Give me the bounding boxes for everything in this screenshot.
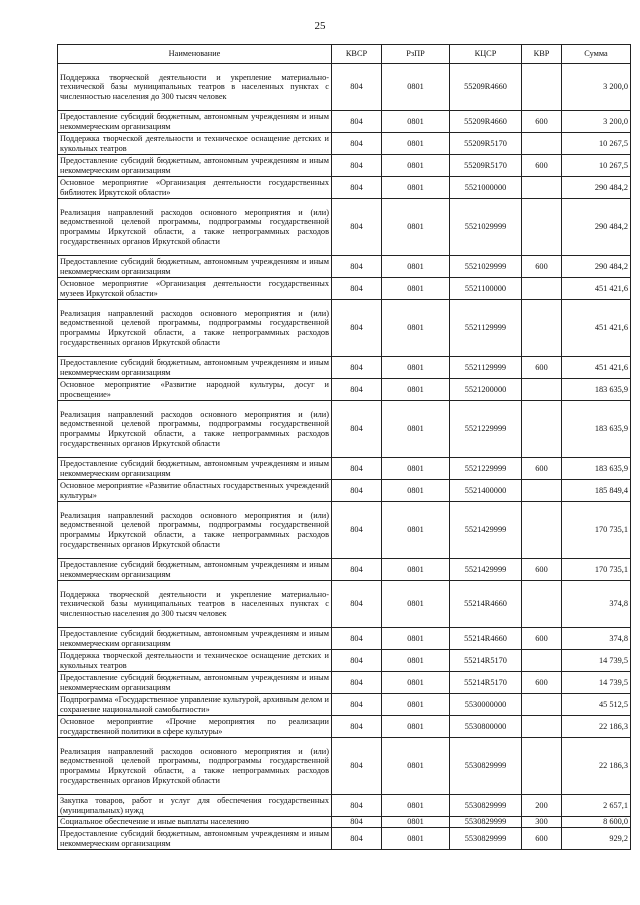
- cell-kvr: 300: [522, 817, 562, 828]
- cell-kcsr: 5530829999: [450, 828, 522, 850]
- cell-kvsr: 804: [332, 300, 382, 357]
- cell-kvr: 600: [522, 357, 562, 379]
- cell-sum: 2 657,1: [562, 795, 631, 817]
- table-row: [58, 828, 631, 850]
- cell-rzpr: 0801: [382, 64, 450, 111]
- cell-kvr: [522, 199, 562, 256]
- cell-sum: 45 512,5: [562, 694, 631, 716]
- cell-name: Закупка товаров, работ и услуг для обеспечения государственных (муниципальных) нужд: [58, 795, 332, 817]
- cell-name: Реализация направлений расходов основного мероприятия и (или) ведомственной целевой программы, подпрограммы государственной программы Иркутской области, а также непрограммных расходов государственных органов Иркутской области: [58, 738, 332, 795]
- cell-rzpr: 0801: [382, 828, 450, 850]
- cell-kvsr: 804: [332, 480, 382, 502]
- table-row: [58, 111, 631, 133]
- table-header-row: [58, 45, 631, 64]
- cell-kcsr: 5521200000: [450, 379, 522, 401]
- cell-kvr: 600: [522, 256, 562, 278]
- cell-name: Подпрограмма «Государственное управление культурой, архивным делом и сохранение национальной самобытности»: [58, 694, 332, 716]
- cell-kvr: 200: [522, 795, 562, 817]
- table-row: [58, 199, 631, 256]
- cell-kvr: [522, 278, 562, 300]
- cell-kvr: 600: [522, 155, 562, 177]
- cell-kvsr: 804: [332, 155, 382, 177]
- cell-sum: 170 735,1: [562, 559, 631, 581]
- header-kvr: КВР: [522, 45, 562, 64]
- cell-kvr: [522, 300, 562, 357]
- cell-rzpr: 0801: [382, 628, 450, 650]
- cell-name: Основное мероприятие «Прочие мероприятия по реализации государственной политики в сфере культуры»: [58, 716, 332, 738]
- cell-kvr: 600: [522, 628, 562, 650]
- cell-kcsr: 5521129999: [450, 300, 522, 357]
- cell-rzpr: 0801: [382, 502, 450, 559]
- header-name: Наименование: [58, 45, 332, 64]
- cell-rzpr: 0801: [382, 716, 450, 738]
- cell-kvr: [522, 650, 562, 672]
- table-row: [58, 401, 631, 458]
- cell-sum: 14 739,5: [562, 650, 631, 672]
- cell-sum: 183 635,9: [562, 458, 631, 480]
- cell-kcsr: 5521429999: [450, 559, 522, 581]
- cell-kvr: 600: [522, 828, 562, 850]
- header-kcsr: КЦСР: [450, 45, 522, 64]
- cell-name: Предоставление субсидий бюджетным, автономным учреждениям и иным некоммерческим организациям: [58, 458, 332, 480]
- cell-rzpr: 0801: [382, 278, 450, 300]
- cell-rzpr: 0801: [382, 694, 450, 716]
- table-row: [58, 300, 631, 357]
- cell-kvr: [522, 480, 562, 502]
- cell-kvsr: 804: [332, 817, 382, 828]
- table-row: [58, 458, 631, 480]
- cell-kcsr: 5530800000: [450, 716, 522, 738]
- cell-sum: 290 484,2: [562, 177, 631, 199]
- cell-rzpr: 0801: [382, 155, 450, 177]
- cell-kvsr: 804: [332, 401, 382, 458]
- cell-sum: 22 186,3: [562, 716, 631, 738]
- cell-kvsr: 804: [332, 738, 382, 795]
- cell-kvr: 600: [522, 458, 562, 480]
- cell-rzpr: 0801: [382, 357, 450, 379]
- table-row: [58, 502, 631, 559]
- cell-name: Предоставление субсидий бюджетным, автономным учреждениям и иным некоммерческим организациям: [58, 559, 332, 581]
- cell-name: Основное мероприятие «Развитие народной культуры, досуг и просвещение»: [58, 379, 332, 401]
- cell-kvsr: 804: [332, 458, 382, 480]
- table-row: [58, 559, 631, 581]
- cell-rzpr: 0801: [382, 795, 450, 817]
- budget-table: [57, 44, 631, 850]
- table-row: [58, 177, 631, 199]
- cell-kvsr: 804: [332, 256, 382, 278]
- cell-kvr: 600: [522, 559, 562, 581]
- cell-kcsr: 55209R4660: [450, 64, 522, 111]
- table-body: [58, 64, 631, 850]
- cell-name: Основное мероприятие «Организация деятельности государственных библиотек Иркутской области»: [58, 177, 332, 199]
- cell-name: Социальное обеспечение и иные выплаты населению: [58, 817, 332, 828]
- cell-name: Предоставление субсидий бюджетным, автономным учреждениям и иным некоммерческим организациям: [58, 357, 332, 379]
- cell-sum: 290 484,2: [562, 199, 631, 256]
- cell-rzpr: 0801: [382, 672, 450, 694]
- cell-sum: 183 635,9: [562, 379, 631, 401]
- cell-name: Реализация направлений расходов основного мероприятия и (или) ведомственной целевой программы, подпрограммы государственной программы Иркутской области, а также непрограммных расходов государственных органов Иркутской области: [58, 502, 332, 559]
- header-kvsr: КВСР: [332, 45, 382, 64]
- cell-kvsr: 804: [332, 177, 382, 199]
- table-row: [58, 795, 631, 817]
- cell-kvsr: 804: [332, 64, 382, 111]
- cell-kvsr: 804: [332, 672, 382, 694]
- cell-kvsr: 804: [332, 111, 382, 133]
- cell-rzpr: 0801: [382, 650, 450, 672]
- cell-kvsr: 804: [332, 199, 382, 256]
- cell-kcsr: 55214R5170: [450, 672, 522, 694]
- cell-kvr: [522, 581, 562, 628]
- cell-sum: 170 735,1: [562, 502, 631, 559]
- table-row: [58, 817, 631, 828]
- cell-kcsr: 55209R4660: [450, 111, 522, 133]
- cell-kvsr: 804: [332, 828, 382, 850]
- cell-name: Предоставление субсидий бюджетным, автономным учреждениям и иным некоммерческим организациям: [58, 155, 332, 177]
- table-row: [58, 357, 631, 379]
- cell-kcsr: 55209R5170: [450, 155, 522, 177]
- cell-kcsr: 5530829999: [450, 795, 522, 817]
- table-row: [58, 379, 631, 401]
- cell-kcsr: 5521100000: [450, 278, 522, 300]
- cell-kvr: [522, 716, 562, 738]
- cell-sum: 10 267,5: [562, 155, 631, 177]
- cell-rzpr: 0801: [382, 111, 450, 133]
- cell-kcsr: 5521229999: [450, 458, 522, 480]
- cell-rzpr: 0801: [382, 199, 450, 256]
- cell-rzpr: 0801: [382, 401, 450, 458]
- cell-name: Реализация направлений расходов основного мероприятия и (или) ведомственной целевой программы, подпрограммы государственной программы Иркутской области, а также непрограммных расходов государственных органов Иркутской области: [58, 401, 332, 458]
- cell-sum: 3 200,0: [562, 111, 631, 133]
- cell-kcsr: 5521029999: [450, 256, 522, 278]
- cell-rzpr: 0801: [382, 379, 450, 401]
- cell-name: Реализация направлений расходов основного мероприятия и (или) ведомственной целевой программы, подпрограммы государственной программы Иркутской области, а также непрограммных расходов государственных органов Иркутской области: [58, 199, 332, 256]
- cell-kcsr: 55214R5170: [450, 650, 522, 672]
- cell-rzpr: 0801: [382, 581, 450, 628]
- table-row: [58, 64, 631, 111]
- table-row: [58, 628, 631, 650]
- table-row: [58, 694, 631, 716]
- cell-kvr: [522, 177, 562, 199]
- cell-kcsr: 5521029999: [450, 199, 522, 256]
- cell-rzpr: 0801: [382, 480, 450, 502]
- table-row: [58, 738, 631, 795]
- cell-kvsr: 804: [332, 628, 382, 650]
- cell-kcsr: 5530829999: [450, 817, 522, 828]
- cell-sum: 185 849,4: [562, 480, 631, 502]
- cell-name: Поддержка творческой деятельности и техническое оснащение детских и кукольных театров: [58, 133, 332, 155]
- cell-rzpr: 0801: [382, 256, 450, 278]
- table-row: [58, 672, 631, 694]
- cell-name: Поддержка творческой деятельности и укрепление материально-технической базы муниципальных театров в населенных пунктах с численностью населения до 300 тысяч человек: [58, 64, 332, 111]
- cell-kvsr: 804: [332, 502, 382, 559]
- cell-sum: 290 484,2: [562, 256, 631, 278]
- cell-sum: 451 421,6: [562, 300, 631, 357]
- cell-rzpr: 0801: [382, 458, 450, 480]
- cell-kvsr: 804: [332, 716, 382, 738]
- cell-kvr: [522, 379, 562, 401]
- cell-kvsr: 804: [332, 379, 382, 401]
- cell-kvr: [522, 738, 562, 795]
- cell-kvr: [522, 694, 562, 716]
- cell-rzpr: 0801: [382, 133, 450, 155]
- cell-kcsr: 55209R5170: [450, 133, 522, 155]
- cell-kvsr: 804: [332, 581, 382, 628]
- cell-name: Реализация направлений расходов основного мероприятия и (или) ведомственной целевой программы, подпрограммы государственной программы Иркутской области, а также непрограммных расходов государственных органов Иркутской области: [58, 300, 332, 357]
- cell-name: Предоставление субсидий бюджетным, автономным учреждениям и иным некоммерческим организациям: [58, 111, 332, 133]
- cell-kcsr: 5521429999: [450, 502, 522, 559]
- cell-rzpr: 0801: [382, 817, 450, 828]
- cell-kvr: [522, 64, 562, 111]
- cell-kcsr: 5530829999: [450, 738, 522, 795]
- cell-kcsr: 5521129999: [450, 357, 522, 379]
- table-row: [58, 256, 631, 278]
- table-row: [58, 581, 631, 628]
- cell-kvsr: 804: [332, 694, 382, 716]
- cell-name: Предоставление субсидий бюджетным, автономным учреждениям и иным некоммерческим организациям: [58, 828, 332, 850]
- cell-rzpr: 0801: [382, 738, 450, 795]
- cell-kvsr: 804: [332, 650, 382, 672]
- cell-name: Основное мероприятие «Развитие областных государственных учреждений культуры»: [58, 480, 332, 502]
- cell-name: Предоставление субсидий бюджетным, автономным учреждениям и иным некоммерческим организациям: [58, 672, 332, 694]
- cell-sum: 3 200,0: [562, 64, 631, 111]
- cell-sum: 8 600,0: [562, 817, 631, 828]
- cell-kvr: [522, 401, 562, 458]
- cell-sum: 374,8: [562, 628, 631, 650]
- cell-sum: 451 421,6: [562, 278, 631, 300]
- cell-sum: 451 421,6: [562, 357, 631, 379]
- cell-sum: 14 739,5: [562, 672, 631, 694]
- cell-name: Поддержка творческой деятельности и техническое оснащение детских и кукольных театров: [58, 650, 332, 672]
- cell-name: Основное мероприятие «Организация деятельности государственных музеев Иркутской области»: [58, 278, 332, 300]
- cell-sum: 10 267,5: [562, 133, 631, 155]
- cell-rzpr: 0801: [382, 300, 450, 357]
- cell-kvsr: 804: [332, 133, 382, 155]
- cell-kvr: 600: [522, 672, 562, 694]
- cell-rzpr: 0801: [382, 559, 450, 581]
- header-rzpr: РзПР: [382, 45, 450, 64]
- cell-kvr: 600: [522, 111, 562, 133]
- cell-kvr: [522, 502, 562, 559]
- cell-kvsr: 804: [332, 278, 382, 300]
- cell-kcsr: 55214R4660: [450, 628, 522, 650]
- table-row: [58, 155, 631, 177]
- cell-kcsr: 5530000000: [450, 694, 522, 716]
- cell-sum: 22 186,3: [562, 738, 631, 795]
- table-row: [58, 278, 631, 300]
- cell-name: Предоставление субсидий бюджетным, автономным учреждениям и иным некоммерческим организациям: [58, 256, 332, 278]
- cell-kvsr: 804: [332, 795, 382, 817]
- cell-kvsr: 804: [332, 357, 382, 379]
- cell-kcsr: 5521400000: [450, 480, 522, 502]
- cell-sum: 374,8: [562, 581, 631, 628]
- cell-name: Предоставление субсидий бюджетным, автономным учреждениям и иным некоммерческим организациям: [58, 628, 332, 650]
- table-row: [58, 133, 631, 155]
- cell-kcsr: 5521000000: [450, 177, 522, 199]
- table-row: [58, 716, 631, 738]
- cell-kvr: [522, 133, 562, 155]
- table-row: [58, 650, 631, 672]
- cell-kvsr: 804: [332, 559, 382, 581]
- cell-kcsr: 5521229999: [450, 401, 522, 458]
- cell-kcsr: 55214R4660: [450, 581, 522, 628]
- cell-name: Поддержка творческой деятельности и укрепление материально-технической базы муниципальных театров в населенных пунктах с численностью населения до 300 тысяч человек: [58, 581, 332, 628]
- cell-sum: 183 635,9: [562, 401, 631, 458]
- header-sum: Сумма: [562, 45, 631, 64]
- cell-rzpr: 0801: [382, 177, 450, 199]
- cell-sum: 929,2: [562, 828, 631, 850]
- page-number: 25: [314, 20, 326, 32]
- table-row: [58, 480, 631, 502]
